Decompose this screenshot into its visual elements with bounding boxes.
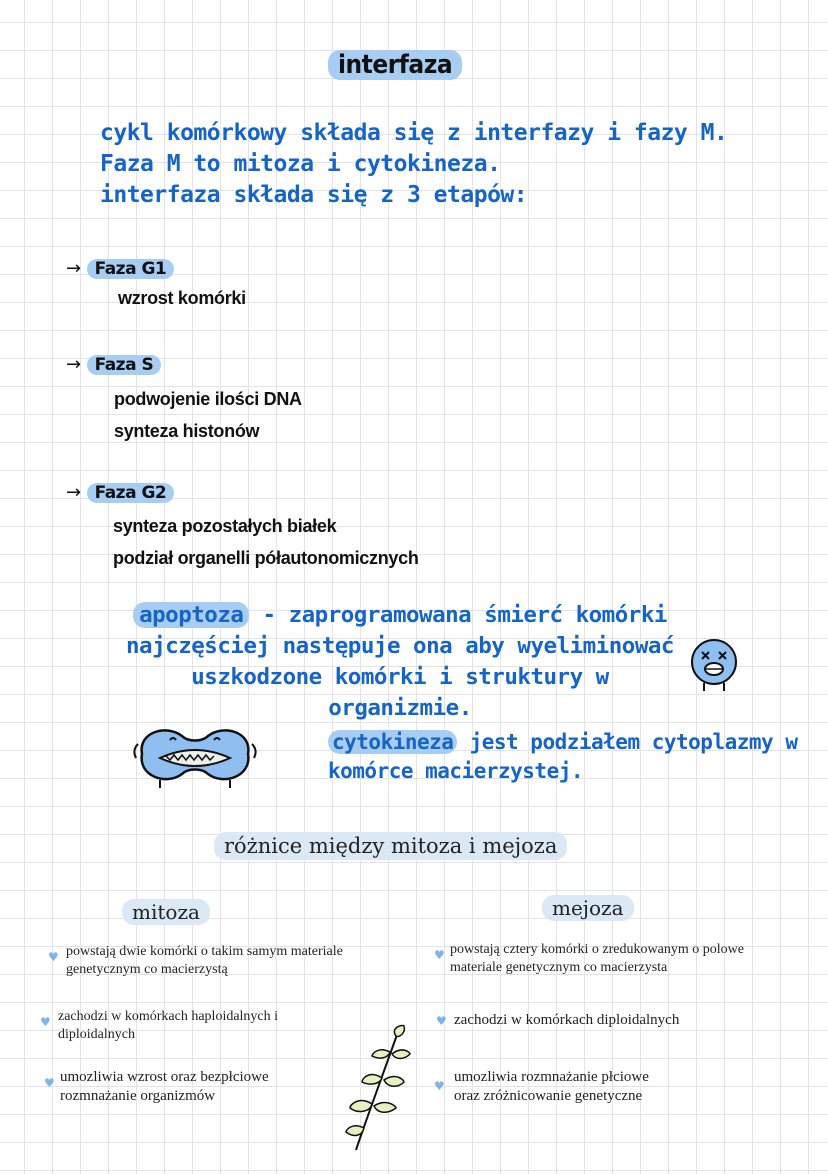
heart-bullet-icon: ♥ [436,1014,447,1028]
apoptoza-term: apoptoza [133,602,249,628]
intro-text [100,118,727,211]
mitoza-item: umozliwia wzrost oraz bezpłciowe rozmnażanie organizmów [60,1069,269,1104]
phase-g1-heading: → Faza G1 [66,258,174,279]
heart-bullet-icon: ♥ [434,1079,445,1093]
mejoza-item: zachodzi w komórkach diploidalnych [454,1012,680,1028]
heart-bullet-icon: ♥ [48,950,59,964]
phase-s-heading: → Faza S [66,354,161,375]
mejoza-item: powstają cztery komórki o zredukowanym o polowe materiale genetycznym co macierzysta [450,942,744,975]
arrow-right-icon: → [66,482,81,503]
intro-line-2: Faza M to mitoza i cytokineza. [100,151,501,177]
intro-line-3: interfaza składa się z 3 etapów: [100,182,528,208]
apoptoza-definition: apoptoza - zaprogramowana śmierć komórki najczęściej następuje ona aby wyeliminować uszkodzone komórki i struktury w organizmie. [126,602,674,721]
arrow-right-icon: → [66,258,81,279]
phase-s-description: podwojenie ilości DNA synteza histonów [114,389,302,441]
intro-line-1: cykl komórkowy składa się z interfazy i fazy M. [100,120,728,146]
dividing-cell-icon [130,720,260,792]
mejoza-heading: mejoza [542,896,634,920]
mitoza-heading: mitoza [122,900,210,924]
cytokineza-definition: cytokineza jest podziałem cytoplazmy w komórce macierzystej. [328,730,798,783]
dead-cell-icon [686,636,742,696]
arrow-right-icon: → [66,354,81,375]
phase-g2-description: synteza pozostałych białek podział organelli półautonomicznych [113,516,419,568]
phase-g2-heading: → Faza G2 [66,482,174,503]
cytokineza-term: cytokineza [328,730,457,754]
heart-bullet-icon: ♥ [40,1015,51,1029]
plant-icon [342,1024,416,1152]
mitoza-item: zachodzi w komórkach haploidalnych i diploidalnych [58,1009,279,1042]
differences-heading: różnice między mitoza i mejoza [214,834,567,858]
phase-g1-description: wzrost komórki [118,288,246,308]
mitoza-item: powstają dwie komórki o takim samym materiale genetycznym co macierzystą [66,944,343,977]
page-title: interfaza [328,50,462,80]
heart-bullet-icon: ♥ [434,948,445,962]
mejoza-item: umozliwia rozmnażanie płciowe oraz zróżnicowanie genetyczne [454,1069,649,1104]
heart-bullet-icon: ♥ [44,1076,55,1090]
